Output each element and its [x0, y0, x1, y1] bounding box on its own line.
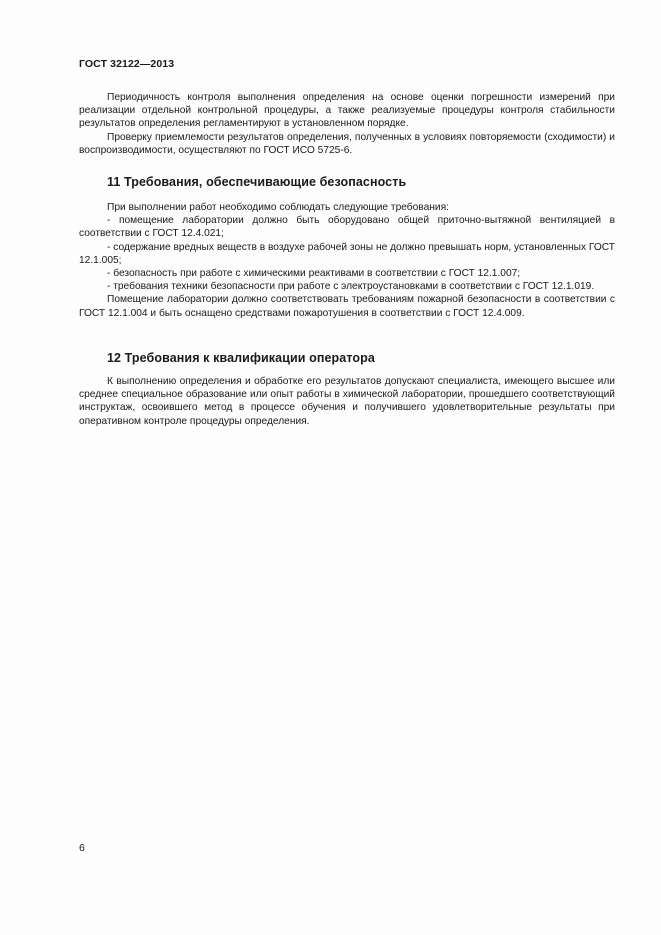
section-12-body: [79, 375, 615, 428]
section-12-heading: 12 Требования к квалификации оператора: [107, 351, 375, 365]
section-12-paragraph: К выполнению определения и обработке его результатов допускают специалиста, имеющего высшее или среднее специальное образование или опыт работы в химической лаборатории, прошедшего соответствующий инструктаж, освоившего метод в процессе обучения и получившего удовлетворительные результаты при оперативном контроле процедуры определения.: [79, 376, 615, 427]
document-code-header: ГОСТ 32122—2013: [79, 58, 175, 70]
section-11-closing: Помещение лаборатории должно соответствовать требованиям пожарной безопасности в соответствии с ГОСТ 12.1.004 и быть оснащено средствами пожаротушения в соответствии с ГОСТ 12.4.009.: [79, 294, 615, 319]
list-item: - содержание вредных веществ в воздухе рабочей зоны не должно превышать норм, установленных ГОСТ 12.1.005;: [79, 241, 615, 266]
section-11-heading: 11 Требования, обеспечивающие безопасность: [107, 175, 407, 189]
intro-block: [79, 91, 615, 157]
list-item: - помещение лаборатории должно быть оборудовано общей приточно-вытяжной вентиляцией в соответствии с ГОСТ 12.4.021;: [79, 215, 615, 240]
list-item: - безопасность при работе с химическими реактивами в соответствии с ГОСТ 12.1.007;: [107, 268, 521, 280]
page-number: 6: [79, 842, 85, 854]
intro-paragraph-control-periodicity: Периодичность контроля выполнения определения на основе оценки погрешности измерений при реализации отдельной контрольной процедуры, а также реализуемые процедуры контроля стабильности результатов определения регламентируют в установленном порядке.: [79, 92, 615, 130]
intro-paragraph-acceptability-check: Проверку приемлемости результатов определения, полученных в условиях повторяемости (сходимости) и воспроизводимости, осуществляют по ГОСТ ИСО 5725-6.: [79, 131, 615, 156]
section-11-body: [79, 201, 615, 320]
section-11-lead: При выполнении работ необходимо соблюдать следующие требования:: [107, 202, 449, 213]
list-item: - требования техники безопасности при работе с электроустановками в соответствии с ГОСТ 12.1.019.: [107, 281, 595, 293]
